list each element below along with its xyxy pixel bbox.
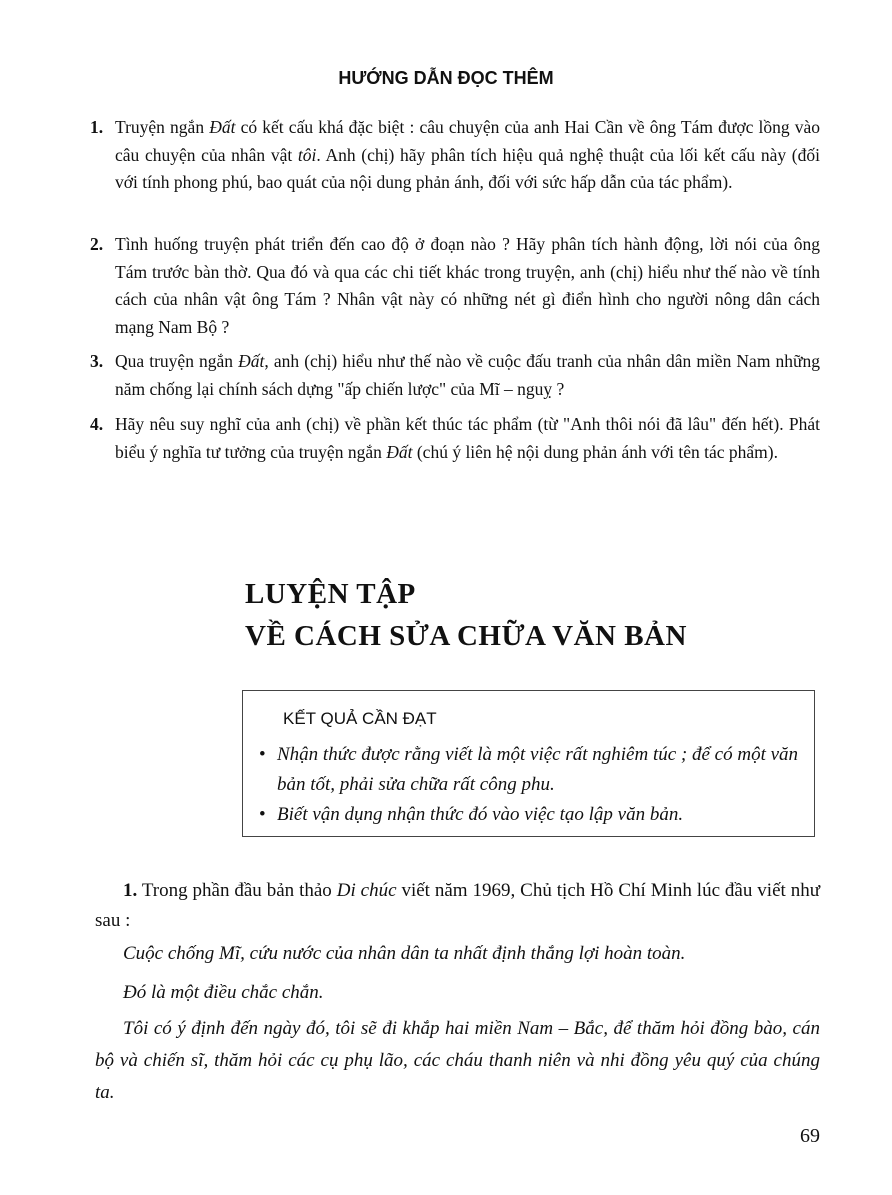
- bullet-icon: •: [259, 744, 266, 765]
- goal-item: • Nhận thức được rằng viết là một việc rất nghiêm túc ; để có một văn bản tốt, phải sửa chữa rất công phu.: [259, 740, 799, 800]
- question-1: [90, 114, 820, 197]
- page-number: 69: [800, 1125, 820, 1147]
- question-number: 4.: [90, 414, 104, 434]
- learning-goals-box: [242, 690, 815, 837]
- goal-item: • Biết vận dụng nhận thức đó vào việc tạo lập văn bản.: [259, 800, 799, 830]
- question-text: Tình huống truyện phát triển đến cao độ ở đoạn nào ? Hãy phân tích hành động, lời nói của ông Tám trước bàn thờ. Qua đó và qua các chi tiết khác trong truyện, anh (chị) hiểu như thế nào về tính cách của nhân vật ông Tám ? Nhân vật này có những nét gì điển hình cho người nông dân cách mạng Nam Bộ ?: [115, 234, 820, 337]
- question-text: Hãy nêu suy nghĩ của anh (chị) về phần kết thúc tác phẩm (từ "Anh thôi nói đã lâu" đến hết). Phát biểu ý nghĩa tư tưởng của truyện ngắn Đất (chú ý liên hệ nội dung phản ánh với tên tác phẩm).: [115, 414, 820, 462]
- quote-line: Cuộc chống Mĩ, cứu nước của nhân dân ta nhất định thắng lợi hoàn toàn.: [123, 943, 686, 964]
- goals-heading: KẾT QUẢ CẦN ĐẠT: [283, 709, 437, 728]
- question-number: 1.: [90, 117, 104, 137]
- quote-line: Đó là một điều chắc chắn.: [123, 982, 324, 1003]
- exercise-1-prompt: 1. Trong phần đầu bản thảo Di chúc viết năm 1969, Chủ tịch Hồ Chí Minh lúc đầu viết như sau :: [95, 880, 820, 931]
- bullet-icon: •: [259, 804, 266, 825]
- lesson-title-line-2: VỀ CÁCH SỬA CHỮA VĂN BẢN: [245, 620, 687, 652]
- question-text: Truyện ngắn Đất có kết cấu khá đặc biệt : câu chuyện của anh Hai Cần về ông Tám được lồng vào câu chuyện của nhân vật tôi. Anh (chị) hãy phân tích hiệu quả nghệ thuật của lối kết cấu này (đối với tính phong phú, bao quát của nội dung phản ánh, đối với sức hấp dẫn của tác phẩm).: [115, 117, 821, 192]
- question-2: [90, 231, 820, 341]
- question-3: [90, 348, 820, 403]
- section-title: HƯỚNG DẪN ĐỌC THÊM: [338, 68, 554, 88]
- question-number: 2.: [90, 234, 104, 254]
- question-4: [90, 411, 820, 466]
- lesson-title-line-1: LUYỆN TẬP: [245, 578, 416, 610]
- question-number: 3.: [90, 351, 104, 371]
- quote-paragraph: Tôi có ý định đến ngày đó, tôi sẽ đi khắp hai miền Nam – Bắc, để thăm hỏi đồng bào, cán bộ và chiến sĩ, thăm hỏi các cụ phụ lão, các cháu thanh niên và nhi đồng yêu quý của chúng ta.: [95, 1018, 820, 1103]
- question-text: Qua truyện ngắn Đất, anh (chị) hiểu như thế nào về cuộc đấu tranh của nhân dân miền Nam những năm chống lại chính sách dựng "ấp chiến lược" của Mĩ – nguỵ ?: [115, 351, 820, 399]
